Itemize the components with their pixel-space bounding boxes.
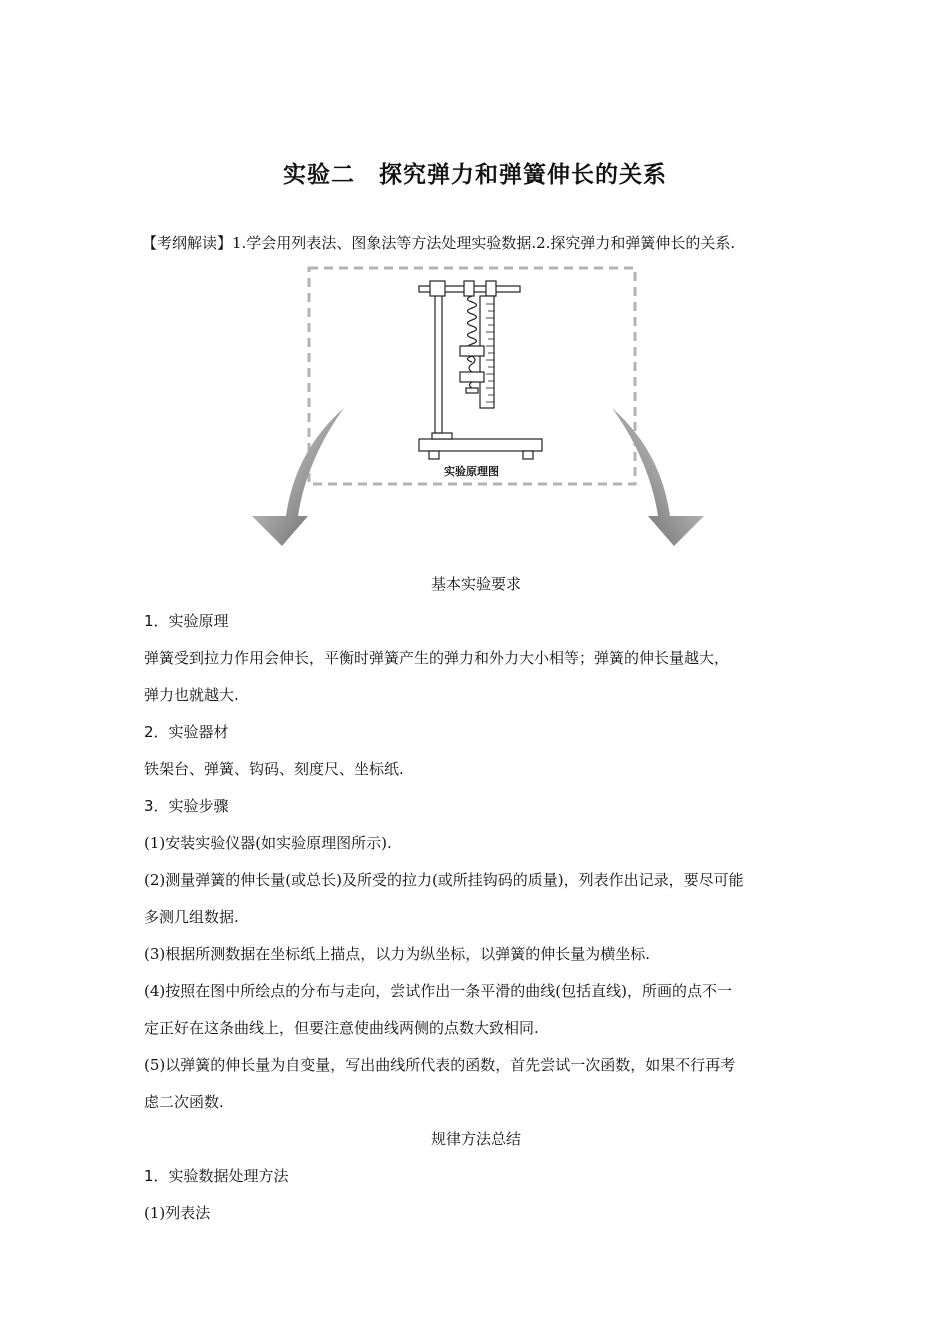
body-line: 铁架台、弹簧、钩码、刻度尺、坐标纸. [144,760,404,778]
right-arrow-icon [612,408,704,546]
principle-figure [250,262,710,552]
body-line: (1)列表法 [144,1204,211,1222]
item-heading: 3．实验步骤 [144,797,229,815]
item-heading: 1．实验原理 [144,612,229,630]
body-line: (5)以弹簧的伸长量为自变量，写出曲线所代表的函数，首先尝试一次函数，如果不行再考 [144,1056,736,1074]
section-heading: 基本实验要求 [430,575,521,593]
item-heading: 2．实验器材 [144,723,229,741]
body-line: 多测几组数据. [144,908,239,926]
left-arrow-icon [252,408,344,546]
section-heading: 规律方法总结 [430,1130,521,1148]
body-line: 弹簧受到拉力作用会伸长，平衡时弹簧产生的弹力和外力大小相等；弹簧的伸长量越大， [144,649,730,667]
item-heading: 1．实验数据处理方法 [144,1167,289,1185]
section-basic-requirements [144,566,808,1232]
apparatus-diagram [250,262,710,552]
page-title: 实验二 探究弹力和弹簧伸长的关系 [283,162,667,188]
figure-caption: 实验原理图 [444,465,499,478]
body-line: 定正好在这条曲线上，但要注意使曲线两侧的点数大致相同. [144,1019,539,1037]
body-line: (3)根据所测数据在坐标纸上描点，以力为纵坐标，以弹簧的伸长量为横坐标. [144,945,651,963]
exam-outline-intro: 【考纲解读】1.学会用列表法、图象法等方法处理实验数据.2.探究弹力和弹簧伸长的关系. [142,234,736,252]
body-line: (1)安装实验仪器(如实验原理图所示). [144,834,392,852]
body-line: 弹力也就越大. [144,686,239,704]
body-line: (2)测量弹簧的伸长量(或总长)及所受的拉力(或所挂钩码的质量)，列表作出记录，要尽可能 [144,871,744,889]
body-line: (4)按照在图中所绘点的分布与走向，尝试作出一条平滑的曲线(包括直线)，所画的点不一 [144,982,732,1000]
body-line: 虑二次函数. [144,1093,224,1111]
